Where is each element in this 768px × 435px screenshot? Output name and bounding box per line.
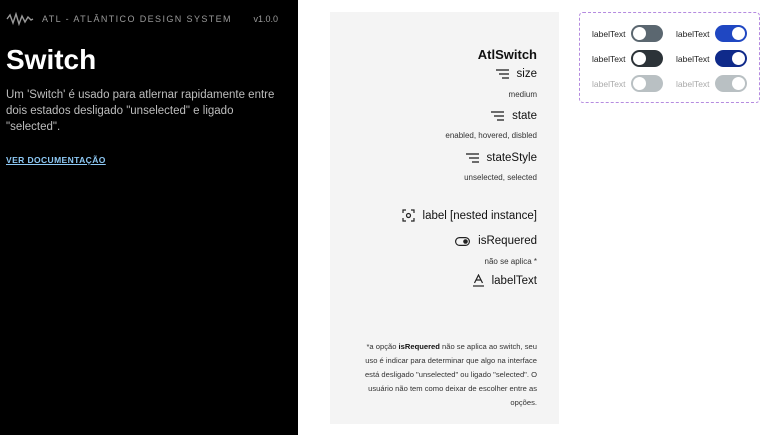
prop-value: unselected, selected [464, 173, 537, 182]
switch-selected-hovered[interactable] [676, 50, 747, 67]
prop-label-text [473, 274, 537, 287]
list-icon [466, 153, 479, 163]
prop-label: stateStyle [486, 152, 537, 164]
brand [6, 12, 232, 26]
switch-selected-disabled [676, 75, 747, 92]
prop-value: medium [508, 90, 537, 99]
prop-size [496, 68, 537, 80]
text-icon [473, 274, 484, 287]
component-props-card [330, 12, 559, 424]
footnote-keyword: isRequered [398, 342, 440, 351]
prop-label: size [516, 68, 537, 80]
switch-track[interactable] [715, 25, 747, 42]
version-badge: v1.0.0 [253, 14, 278, 24]
list-icon [491, 111, 504, 121]
switch-knob [633, 52, 646, 65]
prop-label: labelText [491, 274, 537, 287]
switch-label: labelText [676, 53, 710, 64]
switch-label: labelText [592, 28, 626, 39]
page-title: Switch [6, 44, 97, 75]
switch-knob [732, 77, 745, 90]
instance-icon [402, 209, 415, 222]
switch-track [715, 75, 747, 92]
switch-label: labelText [676, 28, 710, 39]
atlantico-logo-icon [6, 12, 34, 26]
prop-value: não se aplica * [484, 257, 537, 266]
intro-panel [0, 0, 298, 435]
switch-track[interactable] [631, 50, 663, 67]
switch-knob [732, 52, 745, 65]
switch-preview [579, 12, 760, 103]
page-description: Um 'Switch' é usado para atlernar rapidamente entre dois estados desligado "unselected" e ligado "selected". [6, 89, 275, 133]
prop-state-style [466, 152, 538, 164]
switch-unselected-hovered[interactable] [592, 50, 663, 67]
switch-track [631, 75, 663, 92]
component-name: AtlSwitch [477, 47, 537, 62]
prop-is-required [455, 235, 537, 247]
switch-knob [633, 27, 646, 40]
list-icon [496, 69, 509, 79]
switch-unselected-enabled[interactable] [592, 25, 663, 42]
prop-label: state [512, 110, 537, 122]
switch-track[interactable] [631, 25, 663, 42]
prop-label: label [nested instance] [422, 209, 537, 222]
switch-track[interactable] [715, 50, 747, 67]
switch-unselected-disabled [592, 75, 663, 92]
switch-knob [633, 77, 646, 90]
brand-name: ATL - ATLÂNTICO DESIGN SYSTEM [42, 14, 232, 24]
prop-state [491, 110, 537, 122]
documentation-link[interactable]: VER DOCUMENTAÇÃO [6, 155, 106, 165]
switch-label: labelText [592, 53, 626, 64]
toggle-icon [455, 237, 470, 246]
prop-label-instance [402, 209, 537, 222]
switch-selected-enabled[interactable] [676, 25, 747, 42]
footnote: *a opção isRequered não se aplica ao switch, seu uso é indicar para determinar que algo na interface está desligado "unselected" ou ligado "selected". O usuário não tem como deixar de escolher entre as opções. [364, 342, 537, 407]
switch-label: labelText [676, 78, 710, 89]
switch-label: labelText [592, 78, 626, 89]
prop-value: enabled, hovered, disbled [445, 131, 537, 140]
prop-label: isRequered [478, 235, 537, 247]
switch-knob [732, 27, 745, 40]
